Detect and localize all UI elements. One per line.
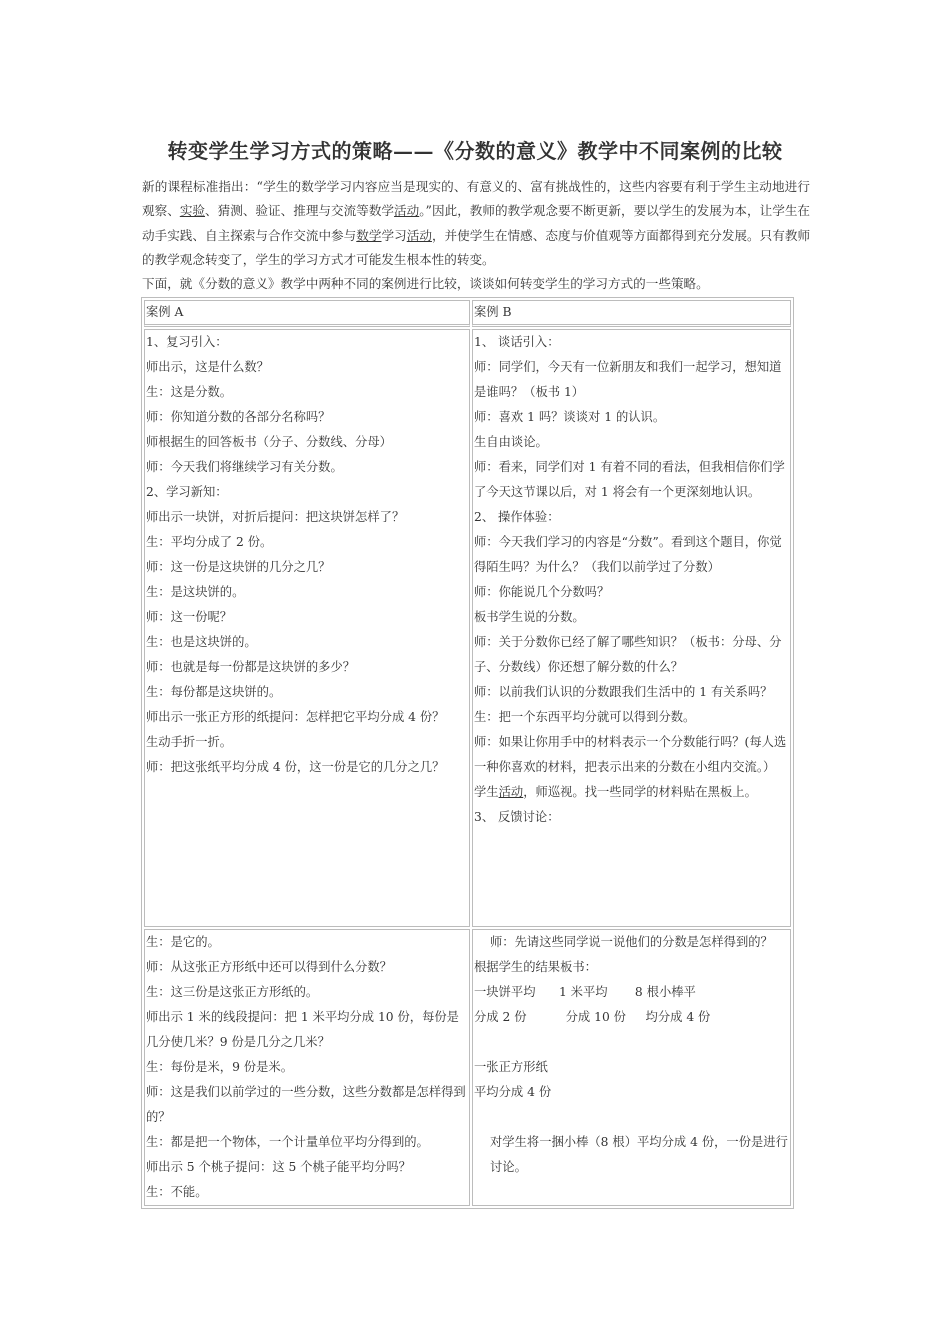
list-item: 1、 谈话引入：: [474, 335, 560, 349]
spacer: [474, 1030, 789, 1055]
list-item: 生：也是这块饼的。: [146, 635, 257, 649]
activity-text: ，师巡视。找一些同学的材料贴在黑板上。: [523, 785, 757, 799]
list-item: 3、 反馈讨论：: [474, 810, 560, 824]
list-item: 生：是这块饼的。: [146, 585, 245, 599]
list-item: 师：先请这些同学说一说他们的分数是怎样得到的？: [490, 935, 773, 949]
list-item: 生动手折一折。: [146, 735, 233, 749]
list-item: 师：如果让你用手中的材料表示一个分数能行吗？(每人选一种你喜欢的材料，把表示出来的分数在小组内交流。）: [474, 735, 787, 774]
spacer: [474, 1105, 789, 1130]
intro-text: 、猜测、验证、推理与交流等数学: [205, 203, 395, 219]
list-item: 生：这是分数。: [146, 385, 233, 399]
list-item: 生：这三份是这张正方形纸的。: [146, 985, 319, 999]
intro-paragraph: [142, 175, 810, 296]
list-item: 师出示，这是什么数？: [146, 360, 269, 374]
list-item: 师：你知道分数的各部分名称吗？: [146, 410, 331, 424]
list-item: 师：今天我们学习的内容是“分数”。看到这个题目，你觉得陌生吗？为什么？（我们以前学过了分数）: [474, 535, 782, 574]
list-item: 师根据生的回答板书（分子、分数线、分母）: [146, 435, 392, 449]
intro-text: 。”因此，教师的教学观念要不断更新，要以学生的发展为本，让学生在动手实践、自主探索与合作交流中参与: [142, 203, 811, 243]
link-huodong-2[interactable]: 活动: [406, 227, 432, 243]
list-item: 生自由谈论。: [474, 435, 548, 449]
list-item: 生：都是把一个物体，一个计量单位平均分得到的。: [146, 1135, 429, 1149]
page-title: 转变学生学习方式的策略——《分数的意义》教学中不同案例的比较: [167, 139, 783, 163]
link-huodong-3[interactable]: 活动: [498, 785, 524, 799]
list-item: 师：今天我们将继续学习有关分数。: [146, 460, 343, 474]
table-row: [144, 329, 791, 927]
header-case-b: 案例 B: [472, 300, 791, 327]
intro-body: [142, 175, 810, 272]
list-item: 师：也就是每一份都是这块饼的多少？: [146, 660, 356, 674]
list-item: 2、学习新知：: [146, 485, 228, 499]
list-item: 生：把一个东西平均分就可以得到分数。: [474, 710, 696, 724]
list-item: 师：把这张纸平均分成 4 份，这一份是它的几分之几？: [146, 760, 445, 774]
list-item: 师出示一块饼，对折后提问：把这块饼怎样了？: [146, 510, 405, 524]
list-item: 师：看来，同学们对 1 有着不同的看法，但我相信你们学了今天这节课以后，对 1 将会有一个更深刻地认识。: [474, 460, 785, 499]
intro-text: 学习: [381, 227, 407, 243]
list-item: 师：喜欢 1 吗？谈谈对 1 的认识。: [474, 410, 666, 424]
header-case-a: 案例 A: [144, 300, 470, 327]
table-row: [144, 929, 791, 1206]
case-b-cell-2: [472, 929, 791, 1206]
link-shiyan[interactable]: 实验: [179, 203, 206, 219]
case-a-cell-2: [144, 929, 470, 1206]
list-item: 师：以前我们认识的分数跟我们生活中的 1 有关系吗？: [474, 685, 773, 699]
intro-text: 新的课程标准指出：“学生的数学学习内容应当是现实的、有意义的、富有挑战性的，这些内容要有利于学生主动地进行观察、: [142, 179, 810, 219]
intro-text: ，并使学生在情感、态度与价值观等方面都得到充分发展。只有教师的教学观念转变了，学生的学习方式才可能发生根本性的转变。: [142, 227, 811, 267]
link-huodong[interactable]: 活动: [394, 203, 420, 219]
list-item: 生：每份都是这块饼的。: [146, 685, 282, 699]
list-item: 根据学生的结果板书：: [474, 960, 597, 974]
list-item: 生：不能。: [146, 1185, 208, 1199]
list-item: 生：每份是米，9 份是米。: [146, 1060, 293, 1074]
table-header-row: [144, 300, 791, 327]
list-item: 师：关于分数你已经了解了哪些知识？（板书：分母、分子、分数线）你还想了解分数的什么？: [474, 635, 782, 674]
list-item: 师出示一张正方形的纸提问：怎样把它平均分成 4 份？: [146, 710, 445, 724]
link-shuxue[interactable]: 数学: [356, 227, 382, 243]
list-item: 平均分成 4 份: [474, 1085, 552, 1099]
list-item: 1、复习引入：: [146, 335, 228, 349]
case-comparison-table: [141, 297, 794, 1209]
list-item: 2、 操作体验：: [474, 510, 560, 524]
list-item: 生：平均分成了 2 份。: [146, 535, 273, 549]
list-item: 师出示 5 个桃子提问：这 5 个桃子能平均分吗？: [146, 1160, 411, 1174]
intro-last-line: 下面，就《分数的意义》教学中两种不同的案例进行比较，谈谈如何转变学生的学习方式的一些策略。: [142, 276, 709, 292]
list-item: [474, 780, 789, 805]
activity-text: 学生: [474, 785, 499, 799]
case-b-cell-1: [472, 329, 791, 927]
list-item: 师：这一份是这块饼的几分之几？: [146, 560, 331, 574]
list-item: 板书学生说的分数。: [474, 610, 585, 624]
list-item: 师：这一份呢？: [146, 610, 233, 624]
case-a-cell-1: [144, 329, 470, 927]
list-item: 一块饼平均 1 米平均 8 根小棒平: [474, 985, 696, 999]
list-item: 师：这是我们以前学过的一些分数，这些分数都是怎样得到的？: [146, 1085, 466, 1124]
list-item: 对学生将一捆小棒（8 根）平均分成 4 份，一份是进行讨论。: [490, 1135, 788, 1174]
list-item: 师：你能说几个分数吗？: [474, 585, 610, 599]
list-item: 一张正方形纸: [474, 1060, 548, 1074]
list-item: 生：是它的。: [146, 935, 220, 949]
list-item: 师出示 1 米的线段提问：把 1 米平均分成 10 份，每份是几分使几米？9 份是几分之几米？: [146, 1010, 459, 1049]
list-item: 师：同学们，今天有一位新朋友和我们一起学习，想知道是谁吗？（板书 1）: [474, 360, 782, 399]
list-item: 师：从这张正方形纸中还可以得到什么分数？: [146, 960, 392, 974]
list-item: 分成 2 份 分成 10 份 均分成 4 份: [474, 1010, 711, 1024]
